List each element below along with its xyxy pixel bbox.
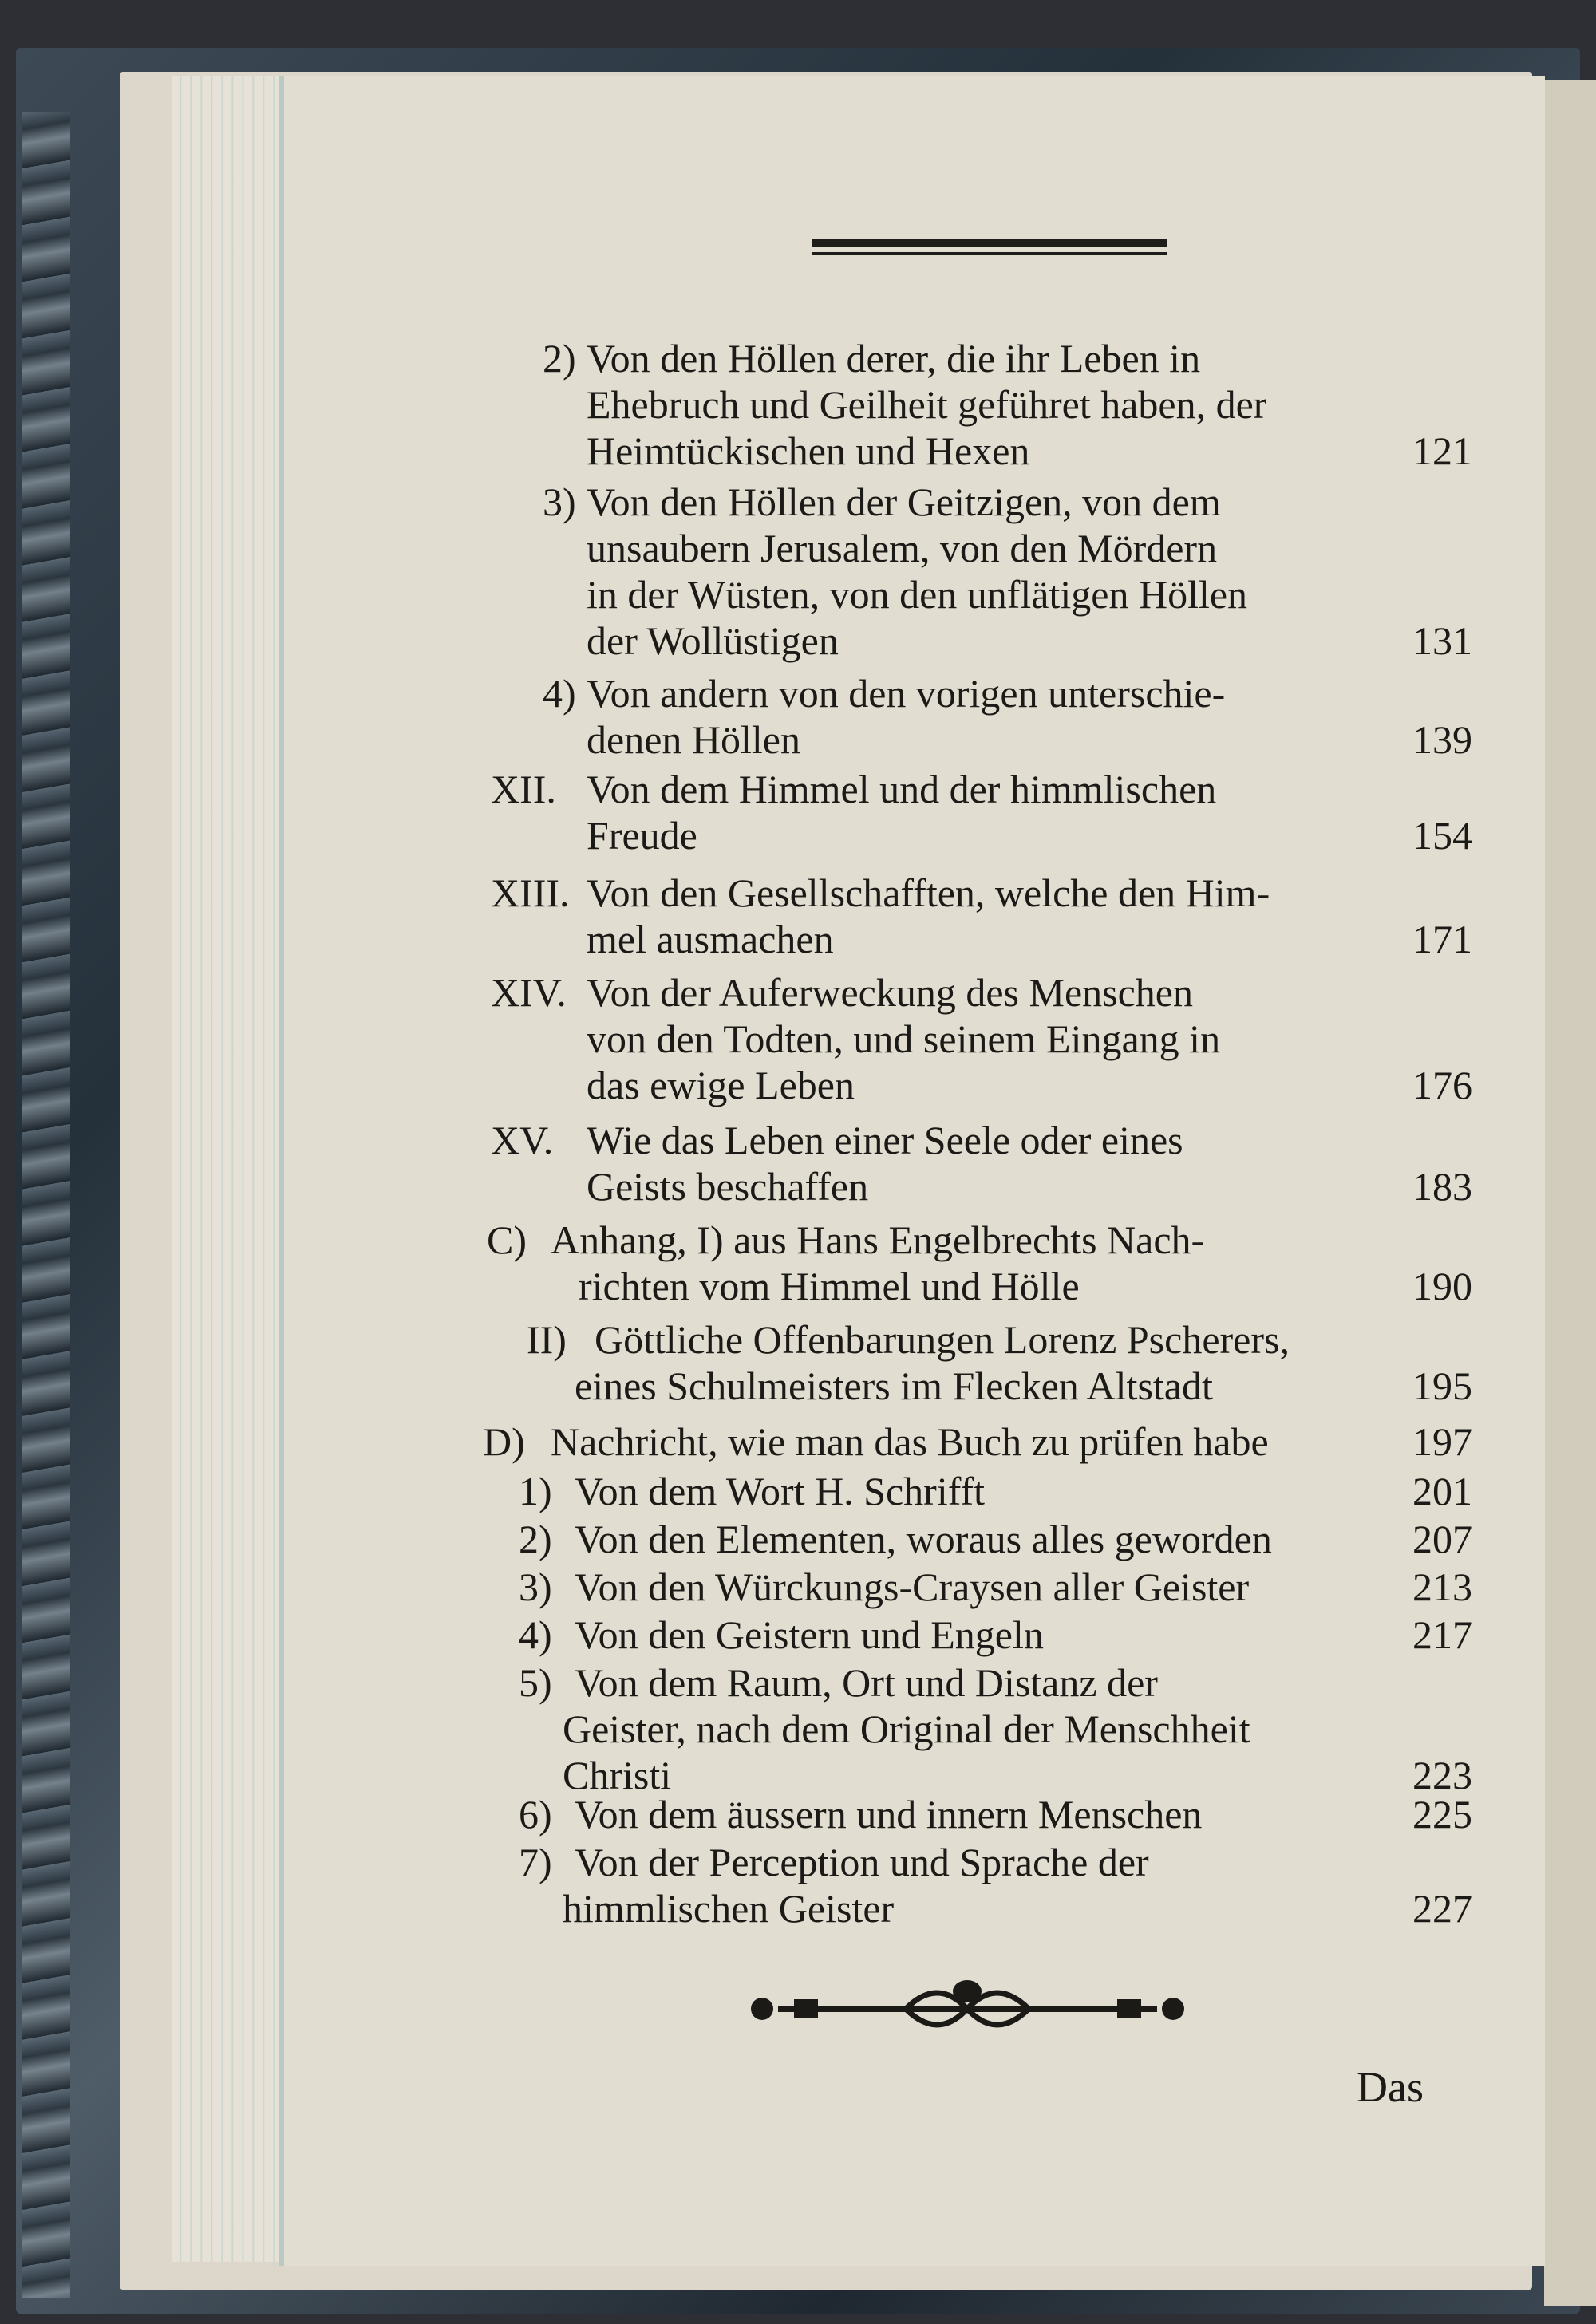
toc-line <box>0 525 1596 571</box>
toc-line <box>0 1316 1596 1363</box>
toc-line <box>0 1839 1596 1885</box>
toc-line <box>0 1062 1596 1108</box>
toc-line <box>0 1791 1596 1837</box>
toc-line <box>0 670 1596 716</box>
toc-page-number: 223 <box>1412 1753 1472 1797</box>
toc-entry-number: II) <box>527 1317 567 1362</box>
toc-entry-number: 6) <box>519 1792 552 1837</box>
toc-page-number: 225 <box>1412 1792 1472 1837</box>
toc-line <box>0 716 1596 763</box>
toc-entry-number: XV. <box>491 1118 554 1162</box>
toc-line <box>0 1885 1596 1931</box>
toc-entry-text: Christi <box>563 1753 672 1797</box>
toc-line <box>0 1659 1596 1706</box>
toc-entry-text: in der Wüsten, von den unflätigen Höllen <box>587 572 1248 617</box>
toc-line <box>0 1217 1596 1263</box>
toc-entry-number: 1) <box>519 1469 552 1513</box>
toc-line <box>0 428 1596 474</box>
toc-line <box>0 479 1596 525</box>
toc-entry-text: Freude <box>587 813 697 858</box>
toc-entry-text: Von der Perception und Sprache der <box>575 1840 1149 1884</box>
toc-page-number: 190 <box>1412 1264 1472 1308</box>
toc-line <box>0 916 1596 962</box>
toc-entry-number: 3) <box>519 1564 552 1609</box>
toc-entry-text: Göttliche Offenbarungen Lorenz Pscherers, <box>595 1317 1290 1362</box>
toc-entry-number: 4) <box>519 1612 552 1657</box>
toc-entry-number: XIV. <box>491 970 567 1015</box>
toc-entry-text: richten vom Himmel und Hölle <box>579 1264 1080 1308</box>
toc-entry-number: 5) <box>519 1660 552 1705</box>
toc-line <box>0 1363 1596 1409</box>
toc-line <box>0 1516 1596 1562</box>
toc-entry-text: das ewige Leben <box>587 1063 855 1107</box>
toc-entry-text: Von den Würckungs-Craysen aller Geister <box>575 1564 1250 1609</box>
toc-page-number: 154 <box>1412 813 1472 858</box>
toc-entry-number: XIII. <box>491 870 570 915</box>
toc-entry-text: eines Schulmeisters im Flecken Altstadt <box>575 1363 1213 1408</box>
toc-entry-text: Geister, nach dem Original der Menschheit <box>563 1707 1250 1751</box>
toc-entry-text: Von andern von den vorigen unterschie- <box>587 671 1226 716</box>
toc-entry-text: Von den Höllen derer, die ihr Leben in <box>587 336 1201 381</box>
toc-entry-number: 4) <box>543 671 576 716</box>
toc-entry-number: C) <box>487 1217 527 1262</box>
toc-entry-text: der Wollüstigen <box>587 618 839 663</box>
toc-line <box>0 1468 1596 1514</box>
toc-entry-text: unsaubern Jerusalem, von den Mördern <box>587 526 1218 570</box>
toc-entry-number: XII. <box>491 767 556 811</box>
toc-entry-text: Von dem Himmel und der himmlischen <box>587 767 1217 811</box>
toc-entry-text: Geists beschaffen <box>587 1164 869 1209</box>
toc-entry-text: Von den Höllen der Geitzigen, von dem <box>587 479 1221 524</box>
toc-page-number: 183 <box>1412 1164 1472 1209</box>
toc-line <box>0 335 1596 381</box>
toc-entry-text: Von dem Raum, Ort und Distanz der <box>575 1660 1158 1705</box>
toc-entry-text: Wie das Leben einer Seele oder eines <box>587 1118 1183 1162</box>
toc-page-number: 176 <box>1412 1063 1472 1107</box>
toc-page-number: 195 <box>1412 1363 1472 1408</box>
toc-page-number: 217 <box>1412 1612 1472 1657</box>
toc-page-number: 197 <box>1412 1419 1472 1464</box>
toc-page-number: 207 <box>1412 1517 1472 1561</box>
toc-page-number: 201 <box>1412 1469 1472 1513</box>
toc-entry-number: 7) <box>519 1840 552 1884</box>
toc-line <box>0 1564 1596 1610</box>
toc-line <box>0 571 1596 617</box>
toc-page-number: 227 <box>1412 1886 1472 1931</box>
toc-page-number: 213 <box>1412 1564 1472 1609</box>
toc-line <box>0 1706 1596 1752</box>
toc-page-number: 171 <box>1412 917 1472 961</box>
toc-entry-text: Heimtückischen und Hexen <box>587 428 1030 473</box>
toc-line <box>0 812 1596 858</box>
toc-entry-text: Von dem Wort H. Schrifft <box>575 1469 986 1513</box>
toc-entry-number: 2) <box>543 336 576 381</box>
toc-entry-text: Von dem äussern und innern Menschen <box>575 1792 1203 1837</box>
toc-line <box>0 766 1596 812</box>
toc-entry-text: Von den Elementen, woraus alles geworden <box>575 1517 1272 1561</box>
toc-line <box>0 1016 1596 1062</box>
toc-page-number: 131 <box>1412 618 1472 663</box>
toc-entry-text: Von den Geistern und Engeln <box>575 1612 1044 1657</box>
toc-entry-text: himmlischen Geister <box>563 1886 895 1931</box>
toc-line <box>0 1263 1596 1309</box>
toc-entry-text: denen Höllen <box>587 717 800 762</box>
toc-entry-text: Anhang, I) aus Hans Engelbrechts Nach- <box>551 1217 1205 1262</box>
tailpiece-ornament-icon <box>746 1979 1189 2038</box>
toc-entry-text: mel ausmachen <box>587 917 834 961</box>
toc-entry-number: D) <box>483 1419 525 1464</box>
toc-line <box>0 1612 1596 1658</box>
toc-entry-text: Von der Auferweckung des Menschen <box>587 970 1193 1015</box>
toc-entry-number: 2) <box>519 1517 552 1561</box>
toc-page-number: 139 <box>1412 717 1472 762</box>
toc-line <box>0 381 1596 428</box>
toc-entry-text: Nachricht, wie man das Buch zu prüfen habe <box>551 1419 1269 1464</box>
toc-line <box>0 1163 1596 1209</box>
toc-entry-text: Ehebruch und Geilheit geführet haben, der <box>587 382 1267 427</box>
toc-entry-number: 3) <box>543 479 576 524</box>
toc-entry-text: von den Todten, und seinem Eingang in <box>587 1016 1221 1061</box>
catchword: Das <box>1357 2063 1424 2111</box>
toc-line <box>0 1418 1596 1465</box>
toc-line <box>0 870 1596 916</box>
toc-line <box>0 1117 1596 1163</box>
toc-line <box>0 617 1596 664</box>
toc-entry-text: Von den Gesellschafften, welche den Him- <box>587 870 1270 915</box>
toc-line <box>0 969 1596 1016</box>
toc-page-number: 121 <box>1412 428 1472 473</box>
